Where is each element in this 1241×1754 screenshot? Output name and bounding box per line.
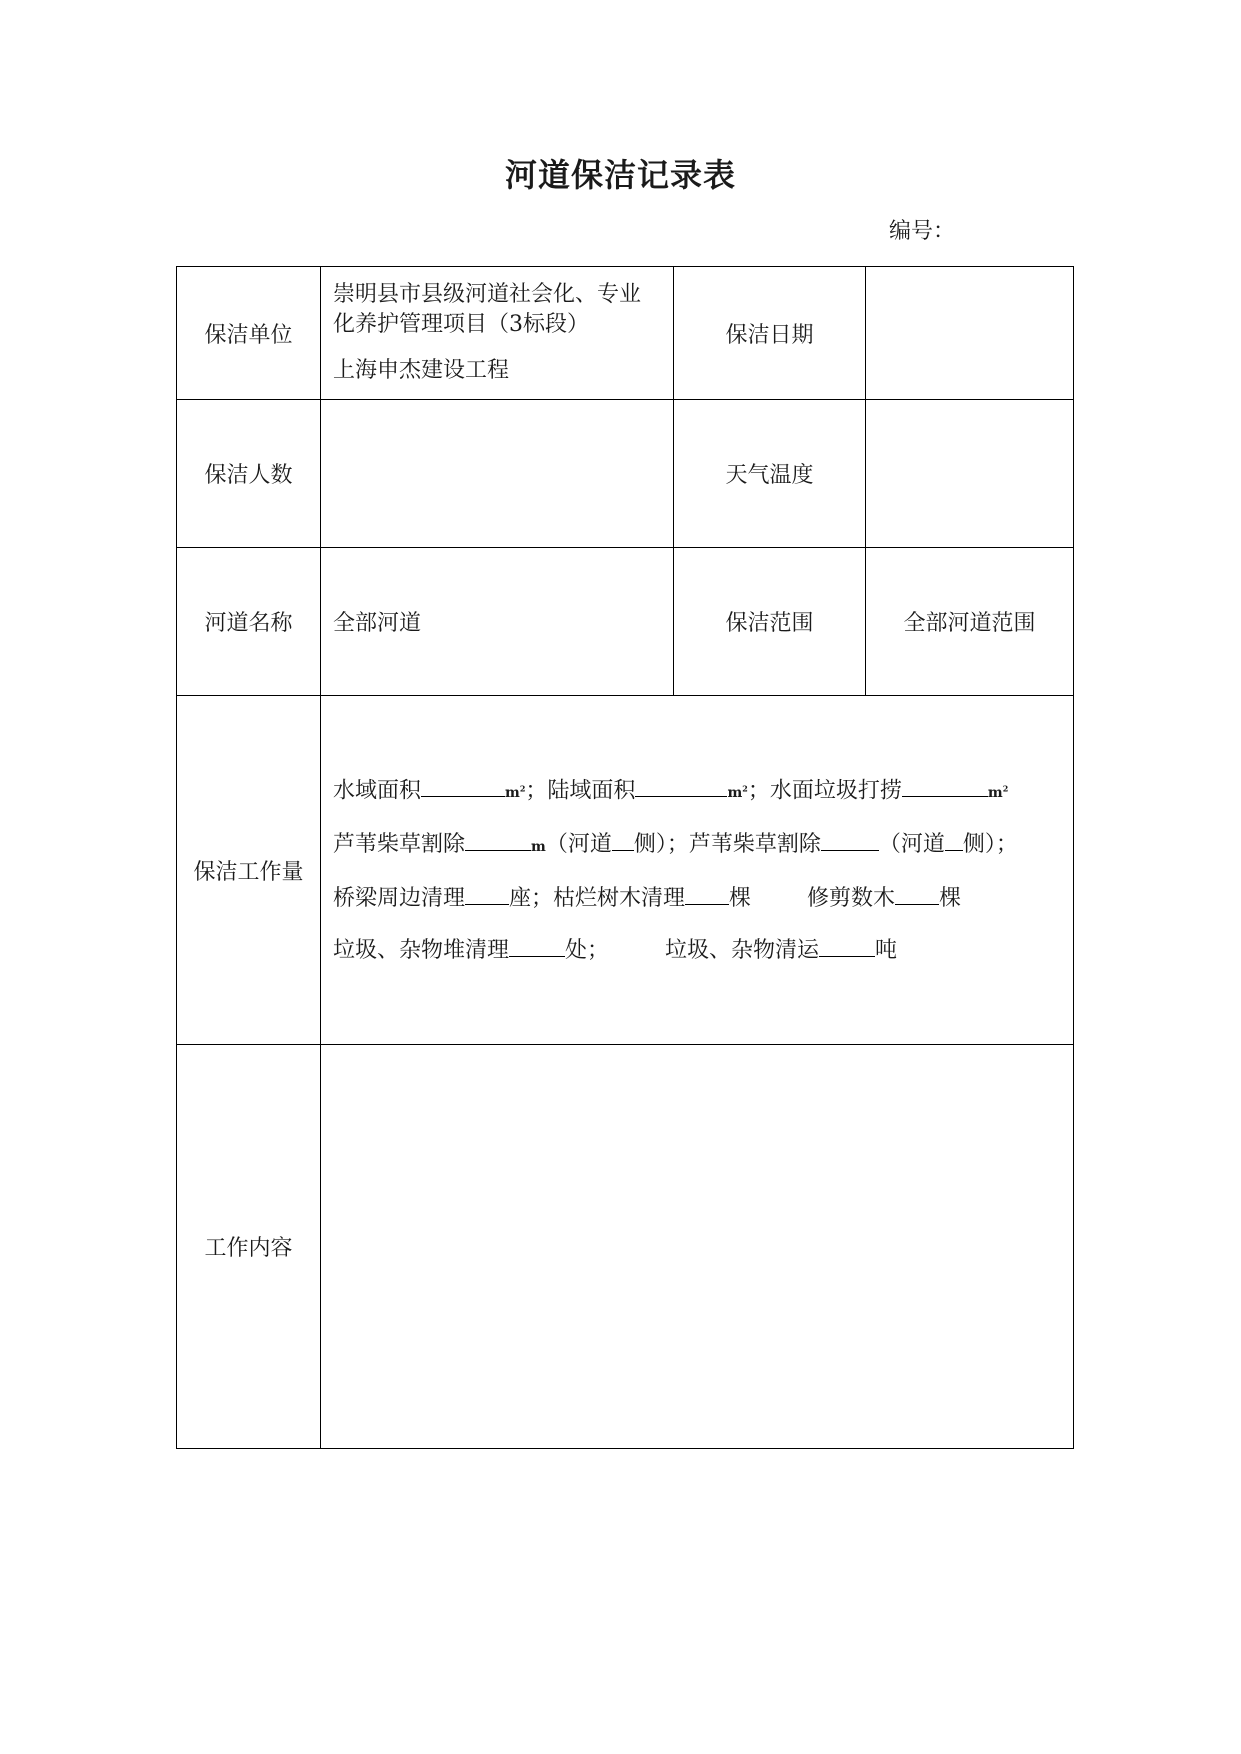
unit-label: 保洁单位 (177, 267, 321, 400)
garbage-transport-unit: 吨 (875, 938, 898, 964)
row-unit (177, 267, 1074, 400)
date-value[interactable] (866, 267, 1074, 400)
prune-trees-label: 修剪数木 (807, 886, 896, 912)
work-content-label: 工作内容 (177, 1045, 321, 1449)
unit-value-company: 上海申杰建设工程 (333, 358, 510, 383)
workload-reed-line (333, 830, 1061, 862)
reed-side-blank-2[interactable] (945, 832, 963, 851)
water-area-blank[interactable] (421, 778, 505, 797)
garbage-pile-unit: 处； (565, 938, 610, 964)
garbage-transport-blank[interactable] (819, 938, 875, 957)
floating-garbage-unit: $m^2$ (987, 783, 1009, 802)
scope-value[interactable]: 全部河道范围 (866, 548, 1074, 696)
row-river (177, 548, 1074, 696)
date-label: 保洁日期 (674, 267, 866, 400)
weather-value[interactable] (866, 400, 1074, 548)
reed-cut-blank-1[interactable] (465, 832, 531, 851)
floating-garbage-blank[interactable] (902, 778, 988, 797)
workload-area-line (333, 774, 1061, 809)
workload-bridge-line (333, 884, 1061, 914)
workload-garbage-line (333, 936, 1061, 966)
prune-trees-blank[interactable] (895, 886, 939, 905)
row-people (177, 400, 1074, 548)
work-content-value[interactable] (321, 1045, 1074, 1449)
reed-side-blank-1[interactable] (612, 832, 634, 851)
reed-cut-unit: m (531, 839, 546, 856)
river-name-label: 河道名称 (177, 548, 321, 696)
unit-value-cell (321, 267, 674, 400)
reed-side-label-1: （河道 (545, 832, 612, 858)
reed-cut-label-2: 侧）；芦苇柴草割除 (633, 832, 821, 858)
workload-label: 保洁工作量 (177, 696, 321, 1045)
form-title: 河道保洁记录表 (504, 156, 736, 194)
river-name-value[interactable]: 全部河道 (321, 548, 674, 696)
bridge-clean-label: 桥梁周边清理 (333, 886, 466, 912)
dead-tree-blank[interactable] (685, 886, 729, 905)
workload-details (321, 696, 1074, 1045)
garbage-pile-label: 垃圾、杂物堆清理 (333, 938, 510, 964)
row-content (177, 1045, 1074, 1449)
dead-tree-label: 座；枯烂树木清理 (509, 886, 686, 912)
bridge-clean-blank[interactable] (465, 886, 509, 905)
reed-cut-label-1: 芦苇柴草割除 (333, 832, 466, 858)
land-area-blank[interactable] (635, 778, 727, 797)
serial-number-label: 编号： (889, 219, 956, 244)
land-area-label: ；陆域面积 (525, 778, 636, 804)
people-count-value[interactable] (321, 400, 674, 548)
reed-side-label-2: （河道 (878, 832, 945, 858)
unit-value-project: 崇明县市县级河道社会化、专业化养护管理项目（3标段） (333, 282, 642, 337)
scope-label: 保洁范围 (674, 548, 866, 696)
reed-cut-blank-2[interactable] (821, 832, 879, 851)
weather-label: 天气温度 (674, 400, 866, 548)
garbage-pile-blank[interactable] (509, 938, 565, 957)
reed-side-end-2: 侧）； (962, 832, 1018, 858)
row-workload (177, 696, 1074, 1045)
dead-tree-unit: 棵 (729, 886, 752, 912)
water-area-unit: $m^2$ (505, 783, 526, 802)
water-area-label: 水域面积 (333, 778, 422, 804)
prune-trees-unit: 棵 (939, 886, 962, 912)
cleaning-record-table (176, 266, 1074, 1449)
people-count-label: 保洁人数 (177, 400, 321, 548)
land-area-unit: $m^2$ (727, 783, 748, 802)
floating-garbage-label: ；水面垃圾打捞 (747, 778, 902, 804)
garbage-transport-label: 垃圾、杂物清运 (665, 938, 820, 964)
